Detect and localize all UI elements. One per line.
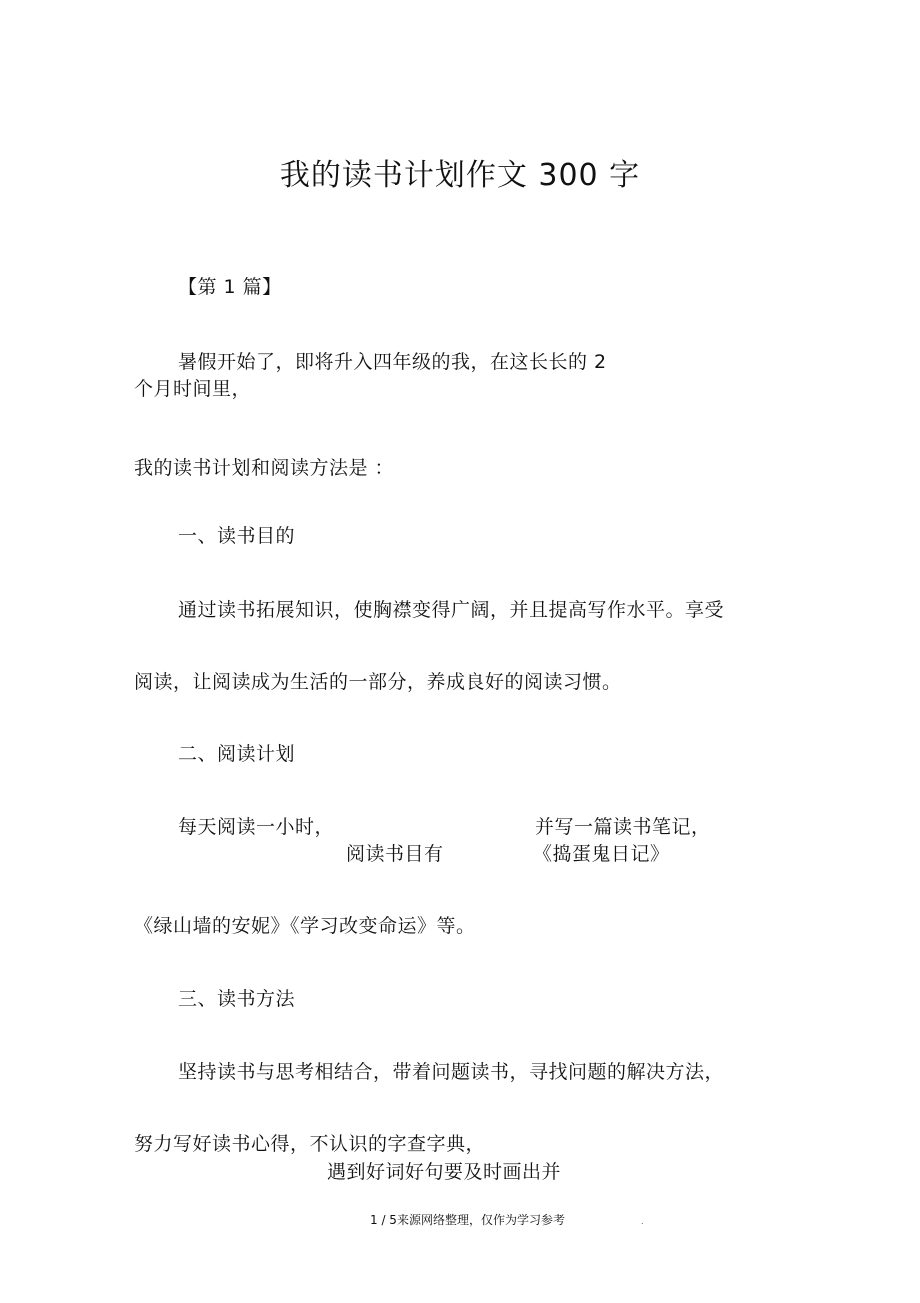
- document-title: 我的读书计划作文 300 字: [279, 158, 641, 193]
- paragraph-3-line-1: 通过读书拓展知识，使胸襟变得广阔，并且提高写作水平。享受: [178, 599, 725, 621]
- section-heading-3: 三、读书方法: [178, 988, 296, 1010]
- paragraph-4-part-d: 《捣蛋鬼日记》: [533, 843, 670, 865]
- paragraph-4-part-b: 并写一篇读书笔记，: [535, 816, 711, 838]
- paragraph-4-part-a: 每天阅读一小时，: [178, 816, 335, 838]
- page-footer: 1 / 5来源网络整理，仅作为学习参考: [370, 1213, 565, 1227]
- chapter-heading: 【第 1 篇】: [178, 276, 282, 298]
- paragraph-2: 我的读书计划和阅读方法是 ：: [134, 457, 395, 479]
- paragraph-1-line-1: 暑假开始了，即将升入四年级的我，在这长长的 2: [178, 351, 607, 373]
- paragraph-4-part-c: 阅读书目有: [346, 843, 444, 865]
- paragraph-4-part-e: 《绿山墙的安妮》《学习改变命运》等。: [134, 915, 476, 937]
- section-heading-2: 二、阅读计划: [178, 743, 296, 765]
- paragraph-3-line-2: 阅读，让阅读成为生活的一部分，养成良好的阅读习惯。: [134, 671, 622, 693]
- section-heading-1: 一、读书目的: [178, 525, 296, 547]
- footer-mark: .: [641, 1217, 644, 1226]
- paragraph-5-line-3: 遇到好词好句要及时画出并: [327, 1161, 562, 1183]
- paragraph-5-line-2: 努力写好读书心得，不认识的字查字典，: [134, 1133, 486, 1155]
- paragraph-1-line-2: 个月时间里，: [134, 378, 252, 400]
- paragraph-5-line-1: 坚持读书与思考相结合，带着问题读书，寻找问题的解决方法，: [178, 1061, 725, 1083]
